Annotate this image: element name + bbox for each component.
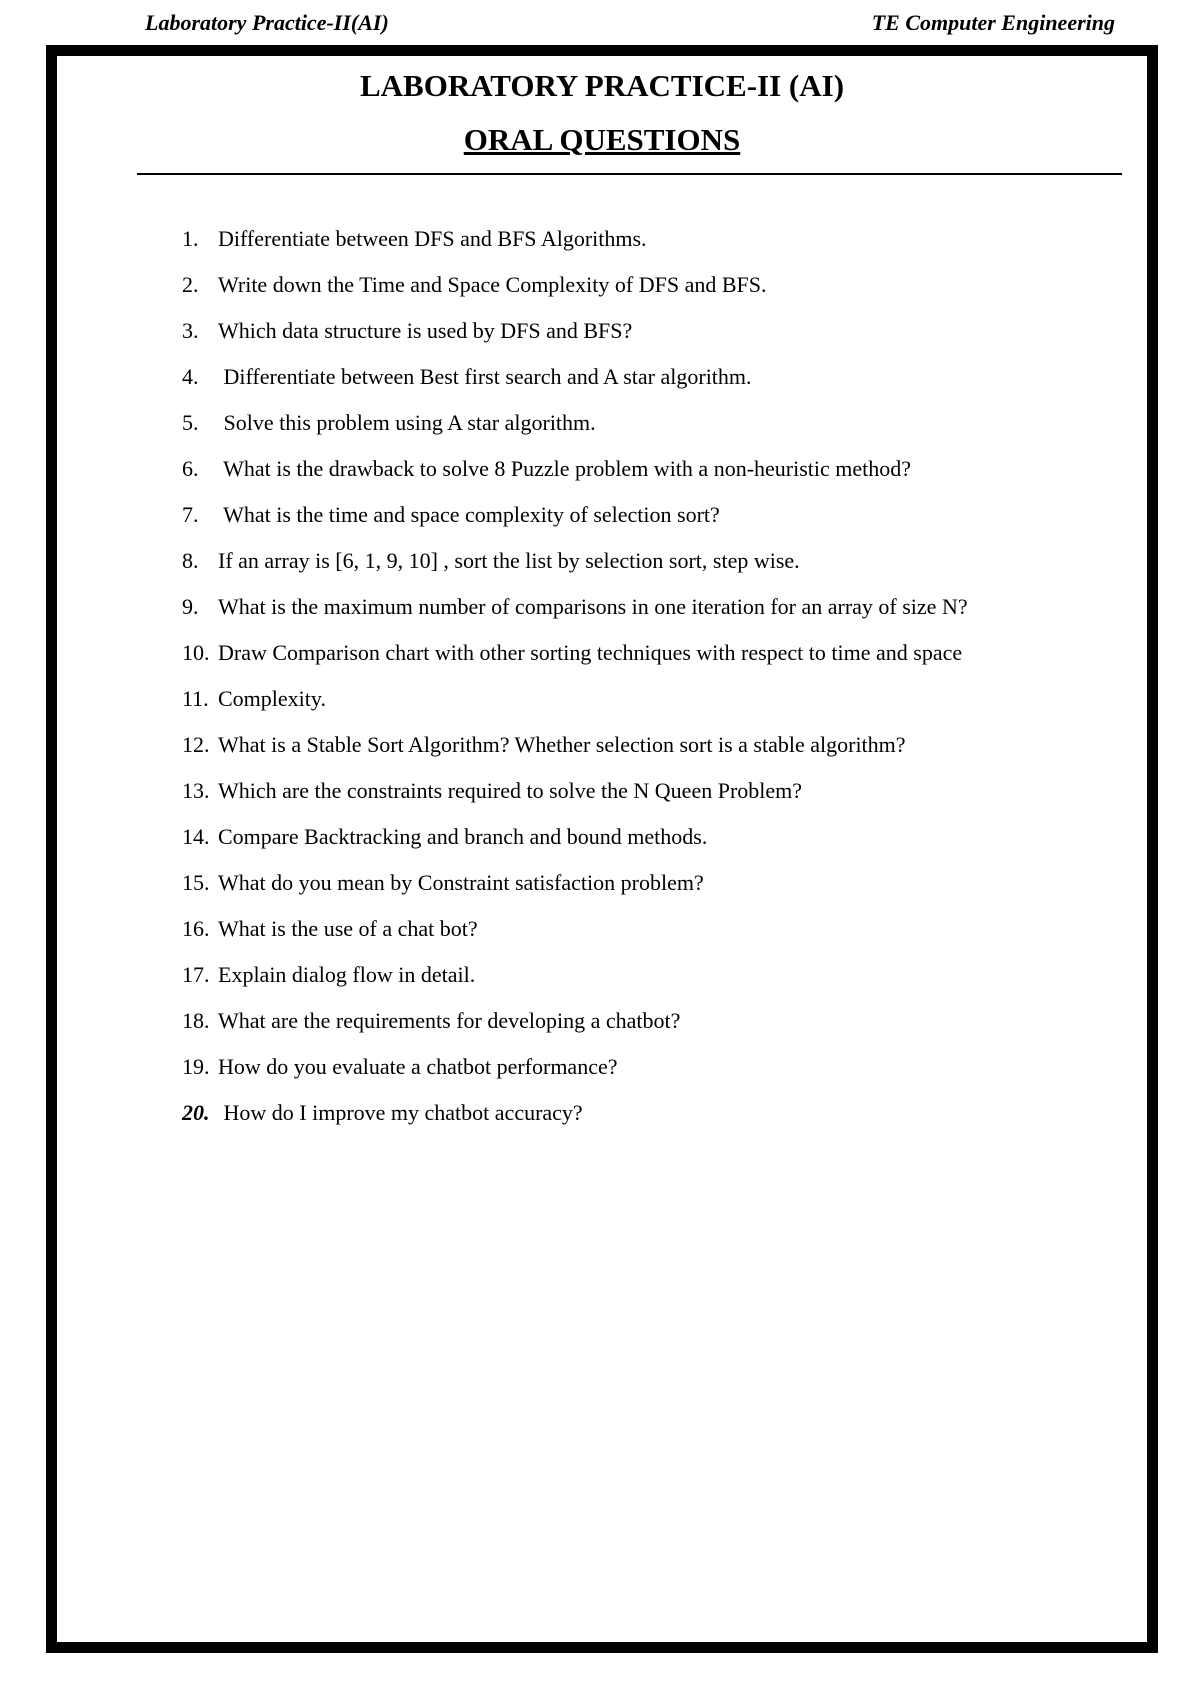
question-text: Draw Comparison chart with other sorting techniques with respect to time and space [218,640,963,665]
question-text: Compare Backtracking and branch and bound methods. [218,824,708,849]
question-number: 20. [182,1100,210,1125]
question-text: Solve this problem using A star algorithm. [218,410,596,435]
question-item [182,814,968,860]
question-text: Explain dialog flow in detail. [218,962,476,987]
question-item [182,768,968,814]
question-item [182,906,968,952]
question-item [182,1090,968,1136]
question-number: 4. [182,364,199,389]
question-item [182,1044,968,1090]
title-divider [137,173,1122,175]
question-text: What is a Stable Sort Algorithm? Whether selection sort is a stable algorithm? [218,732,906,757]
question-item [182,676,968,722]
header-course-name: Laboratory Practice-II(AI) [145,10,389,35]
question-item [182,216,968,262]
question-item [182,262,968,308]
question-text: What are the requirements for developing a chatbot? [218,1008,681,1033]
question-number: 13. [182,778,210,803]
document-subtitle: ORAL QUESTIONS [463,122,741,157]
question-text: What is the drawback to solve 8 Puzzle problem with a non-heuristic method? [218,456,912,481]
question-text: Differentiate between Best first search and A star algorithm. [218,364,752,389]
question-number: 6. [182,456,199,481]
question-text: What do you mean by Constraint satisfaction problem? [218,870,704,895]
document-title: LABORATORY PRACTICE-II (AI) [359,68,845,103]
question-number: 8. [182,548,199,573]
question-item [182,584,968,630]
question-number: 3. [182,318,199,343]
header-department: TE Computer Engineering [871,10,1115,35]
question-number: 10. [182,640,210,665]
question-item [182,492,968,538]
question-item [182,308,968,354]
question-number: 2. [182,272,199,297]
question-item [182,354,968,400]
question-text: What is the time and space complexity of selection sort? [218,502,720,527]
question-text: If an array is [6, 1, 9, 10] , sort the list by selection sort, step wise. [218,548,800,573]
question-text: Differentiate between DFS and BFS Algorithms. [218,226,647,251]
question-item [182,446,968,492]
question-text: Which data structure is used by DFS and BFS? [218,318,633,343]
question-item [182,952,968,998]
question-number: 15. [182,870,210,895]
question-item [182,860,968,906]
question-list [182,216,968,1136]
question-item [182,538,968,584]
page-border-frame [46,45,1158,1653]
question-number: 11. [182,686,209,711]
running-header [145,10,1115,42]
question-number: 14. [182,824,210,849]
question-text: Write down the Time and Space Complexity of DFS and BFS. [218,272,767,297]
question-text: Complexity. [218,686,326,711]
question-text: What is the maximum number of comparisons in one iteration for an array of size N? [218,594,968,619]
question-number: 18. [182,1008,210,1033]
question-text: What is the use of a chat bot? [218,916,478,941]
question-item [182,998,968,1044]
question-number: 9. [182,594,199,619]
question-text: Which are the constraints required to solve the N Queen Problem? [218,778,803,803]
question-number: 12. [182,732,210,757]
question-text: How do you evaluate a chatbot performance? [218,1054,618,1079]
question-item [182,722,968,768]
question-number: 1. [182,226,199,251]
question-number: 19. [182,1054,210,1079]
question-item [182,400,968,446]
question-number: 7. [182,502,199,527]
question-number: 17. [182,962,210,987]
question-number: 16. [182,916,210,941]
question-number: 5. [182,410,199,435]
question-item [182,630,968,676]
question-text: How do I improve my chatbot accuracy? [218,1100,583,1125]
